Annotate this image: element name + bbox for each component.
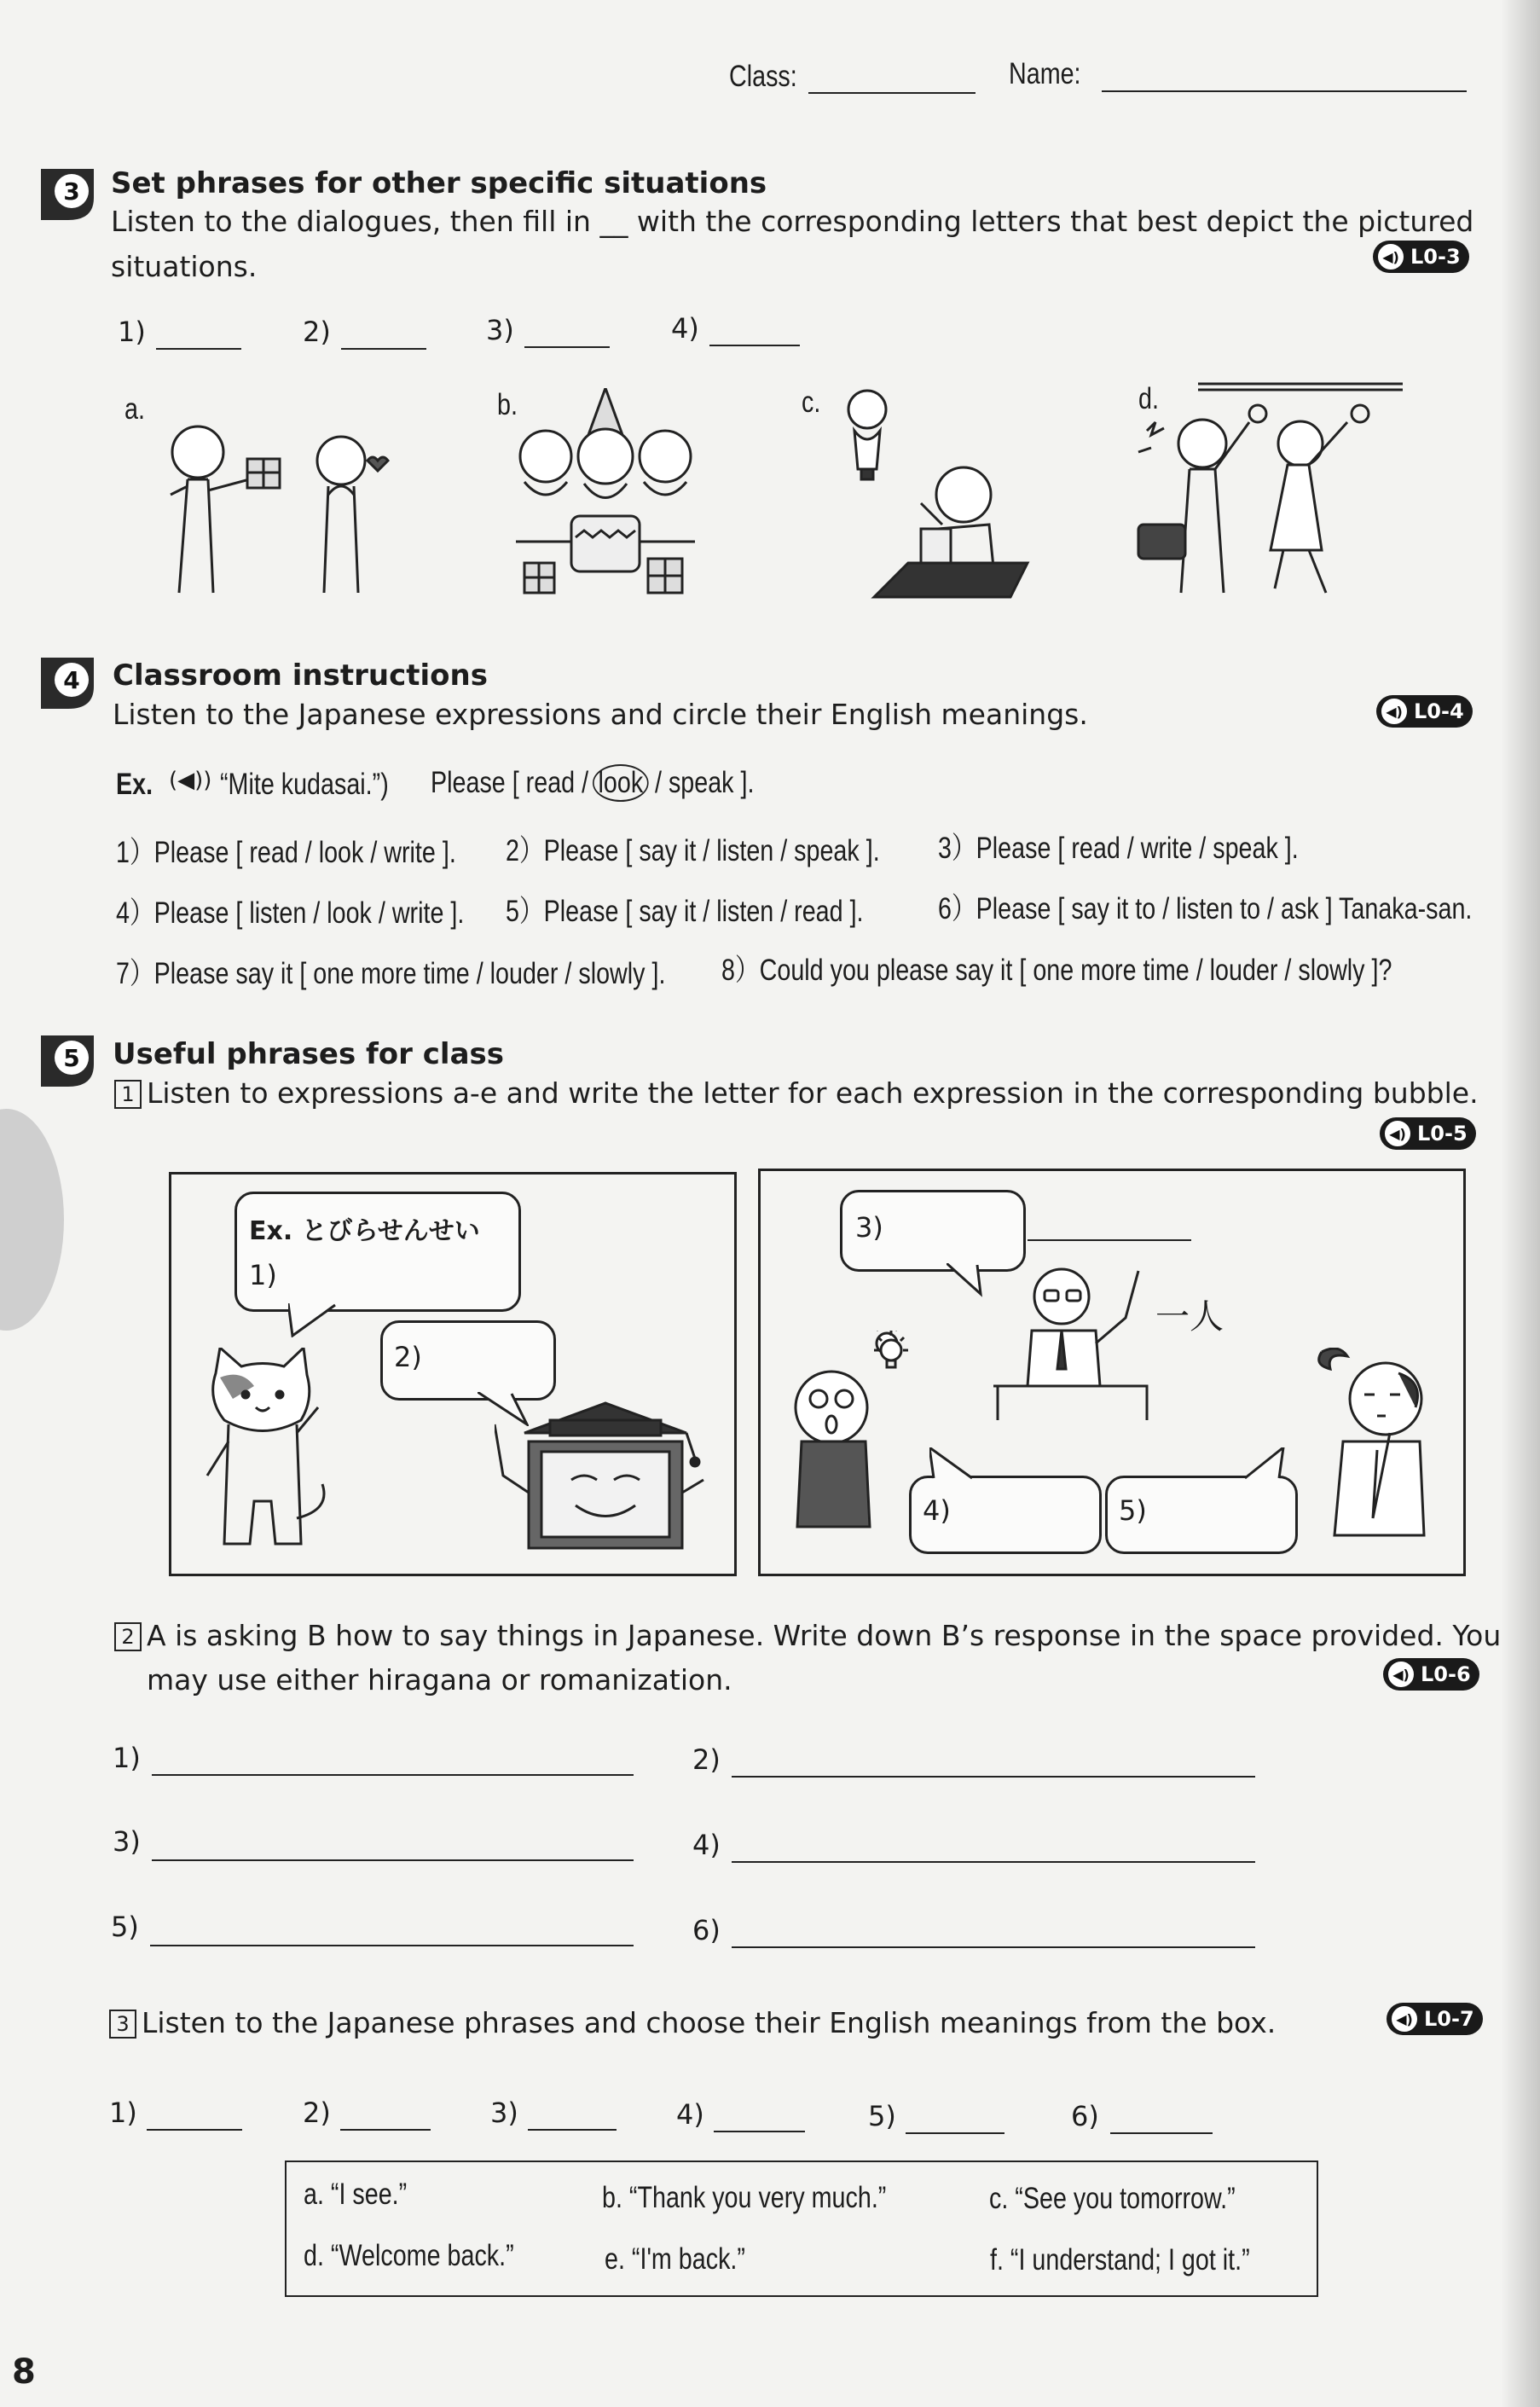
example-prefix: Ex. xyxy=(116,768,153,801)
p3-blank-3-label: 3) xyxy=(490,2097,518,2129)
student-confused-illustration xyxy=(1305,1348,1433,1540)
name-label: Name: xyxy=(1009,57,1081,90)
section-4-badge xyxy=(38,652,97,712)
example-quote: “Mite kudasai.”) xyxy=(220,768,389,801)
section-3-instruction-2: situations. xyxy=(111,250,258,283)
p3-blank-6[interactable] xyxy=(1110,2132,1213,2134)
part-2-instruction-2: may use either hiragana or romanization. xyxy=(147,1663,732,1696)
bubble-tail xyxy=(1245,1447,1288,1480)
example-audio-icon: (◀)) xyxy=(169,768,212,793)
choice-b: b. “Thank you very much.” xyxy=(602,2181,887,2214)
audio-l0-3[interactable] xyxy=(1373,241,1469,273)
bubble-4-label: 4) xyxy=(923,1494,951,1527)
s3-blank-1-label: 1) xyxy=(118,316,146,348)
p3-blank-4[interactable] xyxy=(714,2131,805,2132)
s3-blank-4[interactable] xyxy=(709,345,800,346)
p3-blank-3[interactable] xyxy=(528,2129,617,2131)
picture-d-label: d. xyxy=(1138,382,1159,415)
bubble-5-label: 5) xyxy=(1119,1494,1147,1527)
page-number: 8 xyxy=(12,2352,36,2392)
p2-blank-6[interactable] xyxy=(732,1946,1255,1948)
page-edge-shadow xyxy=(1501,0,1540,2407)
s4-item-5[interactable]: 5）Please [ say it / listen / read ]. xyxy=(506,895,864,928)
name-field[interactable] xyxy=(1102,90,1467,92)
section-4-title: Classroom instructions xyxy=(113,658,488,693)
section-3-badge xyxy=(38,164,97,223)
audio-label: L0-3 xyxy=(1410,245,1461,269)
s3-blank-2[interactable] xyxy=(341,348,426,350)
choice-a: a. “I see.” xyxy=(304,2178,408,2211)
example-please: Please [ read / xyxy=(431,766,589,799)
bubble-example-text: Ex. とびらせんせい xyxy=(249,1216,480,1246)
part-2-marker: 2 xyxy=(114,1622,142,1651)
choice-d: d. “Welcome back.” xyxy=(304,2239,514,2272)
part-1-marker: 1 xyxy=(114,1080,142,1109)
s4-item-7[interactable]: 7）Please say it [ one more time / louder / slowly ]. xyxy=(116,957,666,990)
p2-blank-1-label: 1) xyxy=(113,1742,141,1774)
p2-blank-2[interactable] xyxy=(732,1776,1255,1778)
p2-blank-5[interactable] xyxy=(150,1945,634,1946)
picture-b-label: b. xyxy=(497,388,518,421)
section-3-instruction-1: Listen to the dialogues, then fill in __ with the corresponding letters that best depict the pictured xyxy=(111,205,1474,238)
picture-b-party-illustration xyxy=(507,388,703,601)
cat-character-illustration xyxy=(194,1348,339,1557)
audio-label: L0-7 xyxy=(1424,2007,1474,2031)
example-rest: / speak ]. xyxy=(655,766,755,799)
example-circled-answer: look xyxy=(593,764,649,802)
audio-label: L0-6 xyxy=(1421,1662,1471,1686)
p3-blank-5-label: 5) xyxy=(868,2100,896,2132)
s4-item-8[interactable]: 8）Could you please say it [ one more time / louder / slowly ]? xyxy=(721,954,1392,987)
s4-item-4[interactable]: 4）Please [ listen / look / write ]. xyxy=(116,896,465,930)
audio-l0-5[interactable] xyxy=(1380,1117,1476,1150)
p2-blank-2-label: 2) xyxy=(692,1743,721,1776)
s3-blank-3-label: 3) xyxy=(486,314,514,346)
s3-blank-3[interactable] xyxy=(524,346,610,348)
section-4-number: 4 xyxy=(63,666,80,694)
s4-item-2[interactable]: 2）Please [ say it / listen / speak ]. xyxy=(506,834,880,867)
section-3-number: 3 xyxy=(63,177,80,206)
section-5-number: 5 xyxy=(63,1044,80,1072)
p3-blank-5[interactable] xyxy=(906,2132,1004,2134)
picture-c-meal-illustration xyxy=(836,384,1032,601)
part-1-instruction: Listen to expressions a-e and write the letter for each expression in the corresponding bubble. xyxy=(147,1076,1479,1110)
audio-l0-4[interactable] xyxy=(1376,695,1473,728)
s3-blank-2-label: 2) xyxy=(303,316,331,348)
class-field[interactable] xyxy=(808,92,976,94)
choice-f: f. “I understand; I got it.” xyxy=(990,2243,1250,2276)
p2-blank-5-label: 5) xyxy=(111,1911,139,1943)
lightbulb-icon xyxy=(866,1326,917,1378)
page-side-tab xyxy=(0,1109,64,1331)
section-3-title: Set phrases for other specific situations xyxy=(111,166,767,200)
speaker-icon: ◀) xyxy=(1376,242,1405,271)
audio-l0-7[interactable] xyxy=(1387,2003,1483,2035)
picture-a-gift-illustration xyxy=(153,409,418,601)
s3-blank-1[interactable] xyxy=(156,348,241,350)
bubble-3-label: 3) xyxy=(855,1211,883,1244)
s4-item-1[interactable]: 1）Please [ read / look / write ]. xyxy=(116,836,456,869)
part-3-instruction: Listen to the Japanese phrases and choose their English meanings from the box. xyxy=(142,2006,1277,2039)
tv-teacher-illustration xyxy=(495,1399,712,1552)
bubble-2-label: 2) xyxy=(394,1341,422,1373)
section-4-instruction: Listen to the Japanese expressions and circle their English meanings. xyxy=(113,698,1088,731)
bubble-1-label[interactable]: 1) xyxy=(249,1259,277,1291)
section-5-badge xyxy=(38,1030,97,1090)
bubble-3-answer-line[interactable] xyxy=(1028,1239,1191,1241)
s4-item-6[interactable]: 6）Please [ say it to / listen to / ask ] Tanaka-san. xyxy=(938,892,1473,925)
p2-blank-3-label: 3) xyxy=(113,1825,141,1858)
teacher-illustration xyxy=(985,1267,1155,1437)
audio-label: L0-5 xyxy=(1417,1122,1468,1146)
p2-blank-1[interactable] xyxy=(152,1774,634,1776)
p3-blank-4-label: 4) xyxy=(676,2098,704,2131)
s4-item-3[interactable]: 3）Please [ read / write / speak ]. xyxy=(938,832,1299,865)
p3-blank-6-label: 6) xyxy=(1071,2100,1099,2132)
choice-e: e. “I'm back.” xyxy=(605,2242,745,2276)
bubble-tail xyxy=(929,1447,981,1480)
s3-blank-4-label: 4) xyxy=(671,312,699,345)
speaker-icon: ◀) xyxy=(1383,1119,1412,1148)
p3-blank-2[interactable] xyxy=(340,2129,431,2131)
board-text: 一人 xyxy=(1155,1297,1224,1337)
picture-c-label: c. xyxy=(802,386,821,419)
picture-d-train-illustration xyxy=(1130,380,1411,601)
speaker-icon: ◀) xyxy=(1380,697,1409,726)
part-3-marker: 3 xyxy=(109,2010,136,2039)
picture-a-label: a. xyxy=(124,392,145,426)
class-label: Class: xyxy=(729,60,797,93)
p3-blank-2-label: 2) xyxy=(303,2097,331,2129)
audio-label: L0-4 xyxy=(1414,699,1464,723)
p2-blank-4[interactable] xyxy=(732,1861,1255,1863)
p3-blank-1-label: 1) xyxy=(109,2097,137,2129)
choice-c: c. “See you tomorrow.” xyxy=(989,2182,1236,2215)
bubble-tail xyxy=(288,1303,339,1337)
speaker-icon: ◀) xyxy=(1390,2004,1419,2033)
speaker-icon: ◀) xyxy=(1387,1660,1416,1689)
p2-blank-3[interactable] xyxy=(152,1859,634,1861)
p3-blank-1[interactable] xyxy=(147,2129,242,2131)
p2-blank-4-label: 4) xyxy=(692,1829,721,1861)
audio-l0-6[interactable] xyxy=(1383,1658,1479,1691)
part-2-instruction-1: A is asking B how to say things in Japanese. Write down B’s response in the space provided. You xyxy=(147,1619,1502,1652)
section-5-title: Useful phrases for class xyxy=(113,1037,504,1071)
p2-blank-6-label: 6) xyxy=(692,1914,721,1946)
